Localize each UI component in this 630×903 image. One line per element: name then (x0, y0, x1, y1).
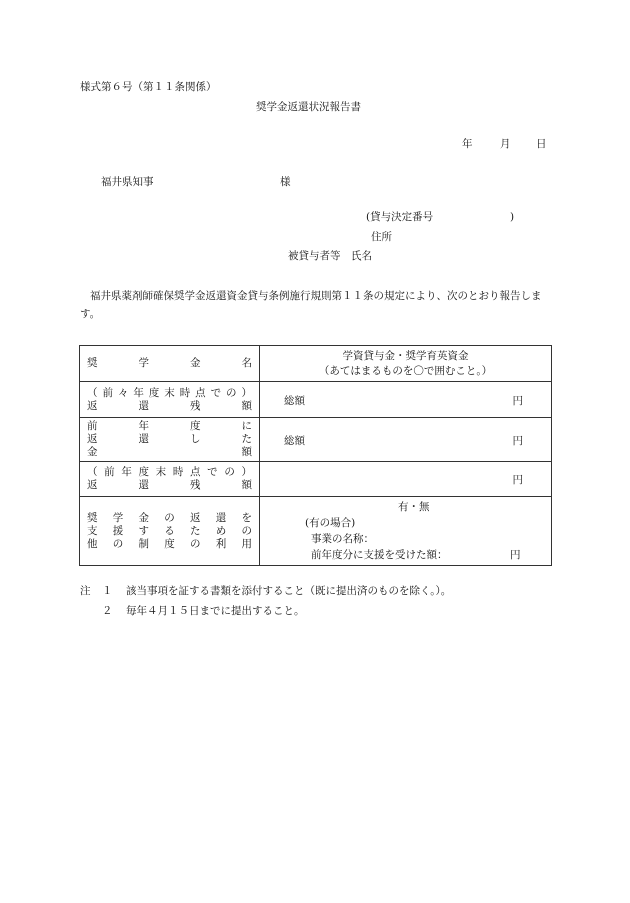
support-amount-label: 前年度分に支援を受けた額： (311, 549, 448, 561)
other-support-label-2: 支援するための (87, 524, 252, 537)
scholarship-name-label-cell (80, 346, 260, 382)
other-support-value-cell (260, 497, 552, 566)
remaining-last-year-label-2: 返還残額 (87, 479, 252, 491)
yes-no-choice: 有・無 (398, 501, 430, 513)
addressee-name: 福井県知事 (101, 176, 154, 188)
remaining-before-yen: 円 (512, 394, 523, 407)
scholarship-name-label: 奨学金名 (87, 357, 252, 369)
date-day: 日 (536, 138, 547, 150)
repaid-last-year-label-3: 金額 (87, 446, 252, 458)
date-year: 年 (462, 138, 473, 150)
note-number-1: １ (102, 585, 113, 597)
support-amount-yen: 円 (510, 549, 521, 561)
address-label: 住所 (371, 231, 392, 243)
program-name-label: 事業の名称： (311, 533, 374, 545)
remaining-before-label-1: （前々年度末時点での） (87, 386, 252, 399)
table-row-repaid-last-year (80, 418, 552, 462)
other-support-label-cell (80, 497, 260, 566)
repaid-last-year-total-label: 総額 (284, 434, 305, 447)
repaid-last-year-label-cell (80, 418, 260, 462)
borrower-name-label: 被貸与者等 氏名 (288, 250, 372, 262)
form-number: 様式第６号（第１１条関係） (80, 81, 217, 93)
remaining-before-value-cell (260, 382, 552, 418)
repaid-last-year-value-cell (260, 418, 552, 462)
loan-number-label: (貸与決定番号 (366, 211, 434, 223)
loan-number-close: ) (510, 211, 515, 223)
note-item-1 (80, 581, 451, 601)
table-row-other-support (80, 497, 552, 566)
note-text-1: 該当事項を証する書類を添付すること（既に提出済のものを除く。）。 (126, 585, 452, 597)
scholarship-options: 学資貸与金・奨学育英資金 (342, 349, 469, 362)
repaid-last-year-yen: 円 (512, 434, 523, 447)
document-title: 奨学金返還状況報告書 (256, 101, 361, 113)
note-number-2: ２ (102, 605, 113, 617)
remaining-last-year-label-cell (80, 462, 260, 497)
note-item-2 (80, 601, 451, 621)
other-support-label-1: 奨学金の返還を (87, 511, 252, 524)
table-row-remaining-last-year (80, 462, 552, 497)
table-row-remaining-before (80, 382, 552, 418)
addressee-suffix: 様 (280, 176, 291, 188)
other-support-label-3: 他の制度の利用 (87, 537, 252, 550)
note-text-2: 毎年４月１５日までに提出すること。 (126, 605, 305, 617)
table-row-scholarship-name (80, 346, 552, 382)
body-text: 福井県薬剤師確保奨学金返還資金貸与条例施行規則第１１条の規定により、次のとおり報告します。 (80, 290, 542, 320)
remaining-last-year-label-1: （前年度末時点での） (87, 466, 252, 478)
scholarship-name-value-cell (260, 346, 552, 382)
repaid-last-year-label-2: 返還した (87, 433, 252, 445)
remaining-before-label-2: 返還残額 (87, 399, 252, 412)
report-table (79, 345, 552, 566)
if-yes-label: (有の場合) (305, 517, 356, 529)
notes-head: 注 (80, 585, 91, 597)
remaining-before-total-label: 総額 (284, 394, 305, 407)
repaid-last-year-label-1: 前年度に (87, 420, 252, 432)
date-line (462, 138, 547, 151)
remaining-last-year-value-cell (260, 462, 552, 497)
notes (80, 581, 451, 621)
remaining-last-year-yen: 円 (512, 474, 523, 486)
remaining-before-label-cell (80, 382, 260, 418)
scholarship-options-note: （あてはまるものを〇で囲むこと。） (318, 364, 493, 377)
date-month: 月 (500, 138, 511, 150)
